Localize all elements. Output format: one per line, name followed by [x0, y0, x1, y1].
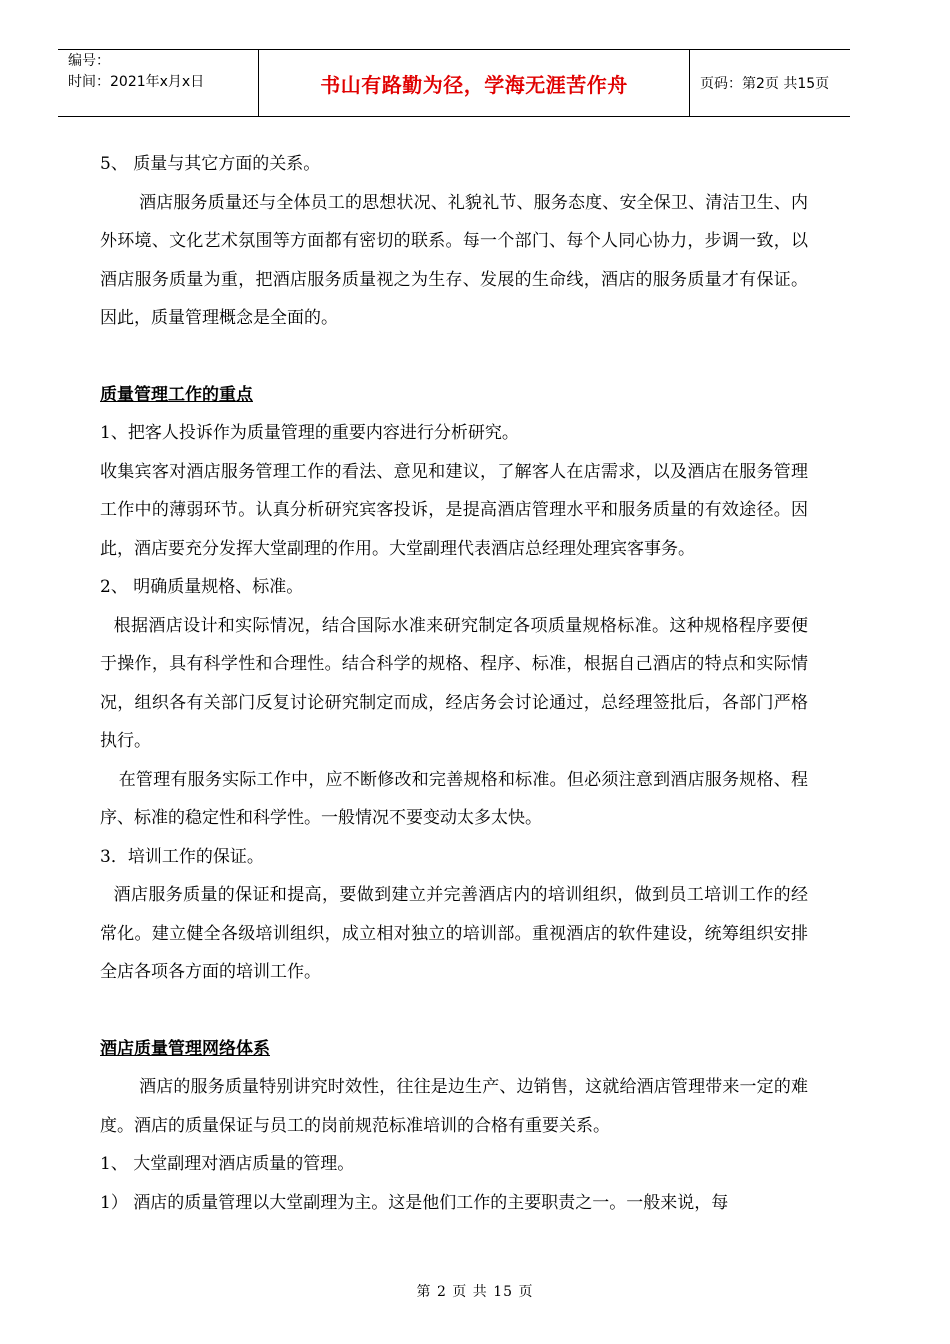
paragraph: 1） 酒店的质量管理以大堂副理为主。这是他们工作的主要职责之一。一般来说，每 — [100, 1192, 729, 1213]
paragraph: 根据酒店设计和实际情况，结合国际水准来研究制定各项质量规格标准。这种规格程序要便于操作，具有科学性和合理性。结合科学的规格、程序、标准，根据自己酒店的特点和实际情况，组织各有关部门反复讨论研究制定而成，经店务会讨论通过，总经理签批后，各部门严格执行。 — [100, 615, 808, 751]
document-time: 时间：2021年x月x日 — [68, 74, 205, 90]
page-footer: 第 2 页 共 15 页 — [416, 1284, 534, 1300]
document-body — [100, 145, 808, 1222]
document-number: 编号： — [68, 53, 110, 69]
paragraph: 1、把客人投诉作为质量管理的重要内容进行分析研究。 — [100, 423, 519, 443]
header-page-info: 页码：第2页 共15页 — [700, 76, 830, 92]
spacer — [100, 338, 808, 376]
paragraph: 收集宾客对酒店服务管理工作的看法、意见和建议，了解客人在店需求，以及酒店在服务管理工作中的薄弱环节。认真分析研究宾客投诉，是提高酒店管理水平和服务质量的有效途径。因此，酒店要充分发挥大堂副理的作用。大堂副理代表酒店总经理处理宾客事务。 — [100, 461, 808, 559]
paragraph: 酒店服务质量还与全体员工的思想状况、礼貌礼节、服务态度、安全保卫、清洁卫生、内外环境、文化艺术氛围等方面都有密切的联系。每一个部门、每个人同心协力，步调一致，以酒店服务质量为重，把酒店服务质量视之为生存、发展的生命线，酒店的服务质量才有保证。因此，质量管理概念是全面的。 — [100, 192, 808, 328]
spacer — [100, 992, 808, 1030]
header-motto: 书山有路勤为径，学海无涯苦作舟 — [320, 72, 628, 97]
paragraph: 2、 明确质量规格、标准。 — [100, 577, 304, 597]
header-meta — [68, 50, 264, 116]
paragraph: 3．培训工作的保证。 — [100, 846, 264, 867]
section-heading: 质量管理工作的重点 — [100, 384, 253, 405]
paragraph: 在管理有服务实际工作中，应不断修改和完善规格和标准。但必须注意到酒店服务规格、程序、标准的稳定性和科学性。一般情况不要变动太多太快。 — [100, 769, 808, 828]
paragraph: 1、 大堂副理对酒店质量的管理。 — [100, 1154, 355, 1174]
paragraph: 5、 质量与其它方面的关系。 — [100, 154, 321, 174]
section-heading: 酒店质量管理网络体系 — [100, 1038, 270, 1059]
document-header — [58, 49, 850, 117]
header-motto-cell — [258, 50, 690, 116]
paragraph: 酒店服务质量的保证和提高，要做到建立并完善酒店内的培训组织，做到员工培训工作的经常化。建立健全各级培训组织，成立相对独立的培训部。重视酒店的软件建设，统筹组织安排全店各项各方面的培训工作。 — [100, 885, 808, 982]
paragraph: 酒店的服务质量特别讲究时效性，往往是边生产、边销售，这就给酒店管理带来一定的难度。酒店的质量保证与员工的岗前规范标准培训的合格有重要关系。 — [100, 1077, 808, 1136]
